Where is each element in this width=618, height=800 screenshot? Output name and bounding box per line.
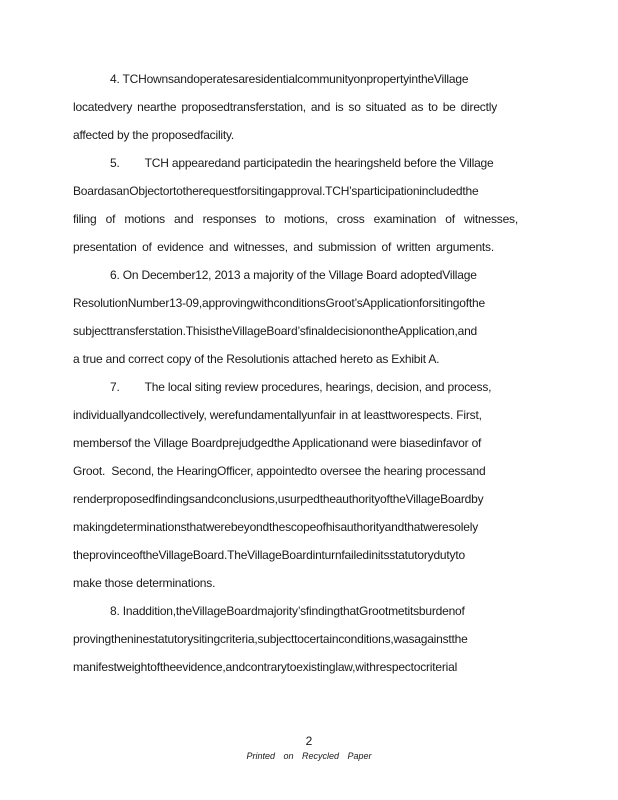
recycled-paper-note: Printed on Recycled Paper [246,751,372,761]
body-text-line: Groot. Second, the HearingOfficer, appointedto oversee the hearing processand [73,464,486,478]
body-text-line: theprovinceoftheVillageBoard.TheVillageBoardinturnfailedinitsstatutorydutyto [73,548,465,562]
body-text-line: 5. TCH appearedand participatedin the hearingsheld before the Village [110,156,494,170]
body-text-line: subjecttransferstation.ThisistheVillageBoard’sfinaldecisionontheApplication,and [73,324,478,338]
body-text-line: manifestweightoftheevidence,andcontrarytoexistinglaw,withrespectocriterial [73,660,458,674]
body-text-line: a true and correct copy of the Resolutionis attached hereto as Exhibit A. [73,352,440,366]
body-text-line: BoardasanObjectortotherequestforsitingapproval.TCH’sparticipationincludedthe [73,184,479,198]
body-text-line: membersof the Village Boardprejudgedthe Applicationand were biasedinfavor of [73,436,482,450]
body-text-line: 4. TCHownsandoperatesaresidentialcommunityonpropertyintheVillage [110,72,469,86]
body-text-line: 8. Inaddition,theVillageBoardmajority’sfindingthatGrootmetitsburdenof [110,604,465,618]
body-text-line: 7. The local siting review procedures, hearings, decision, and process, [110,380,492,394]
body-text-line: locatedvery nearthe proposedtransferstation, and is so situated as to be directly [73,100,497,114]
body-text-line: makingdeterminationsthatwerebeyondthescopeofhisauthorityandthatweresolely [73,520,478,534]
body-text-line: affected by the proposedfacility. [73,128,235,142]
body-text-line: provingtheninestatutorysitingcriteria,subjecttocertainconditions,wasagainstthe [73,632,468,646]
body-text-line: individuallyandcollectively, werefundamentallyunfair in at leasttworespects. First, [73,408,482,422]
body-text-line: filing of motions and responses to motions, cross examination of witnesses, [73,212,518,226]
body-text-line: 6. On December12, 2013 a majority of the Village Board adoptedVillage [110,268,477,282]
page-number: 2 [305,734,313,748]
body-text-line: presentation of evidence and witnesses, and submission of written arguments. [73,240,494,254]
body-text-line: make those determinations. [73,576,216,590]
body-text-line: ResolutionNumber13-09,approvingwithconditionsGroot’sApplicationforsitingofthe [73,296,485,310]
body-text-line: renderproposedfindingsandconclusions,usurpedtheauthorityoftheVillageBoardby [73,492,484,506]
